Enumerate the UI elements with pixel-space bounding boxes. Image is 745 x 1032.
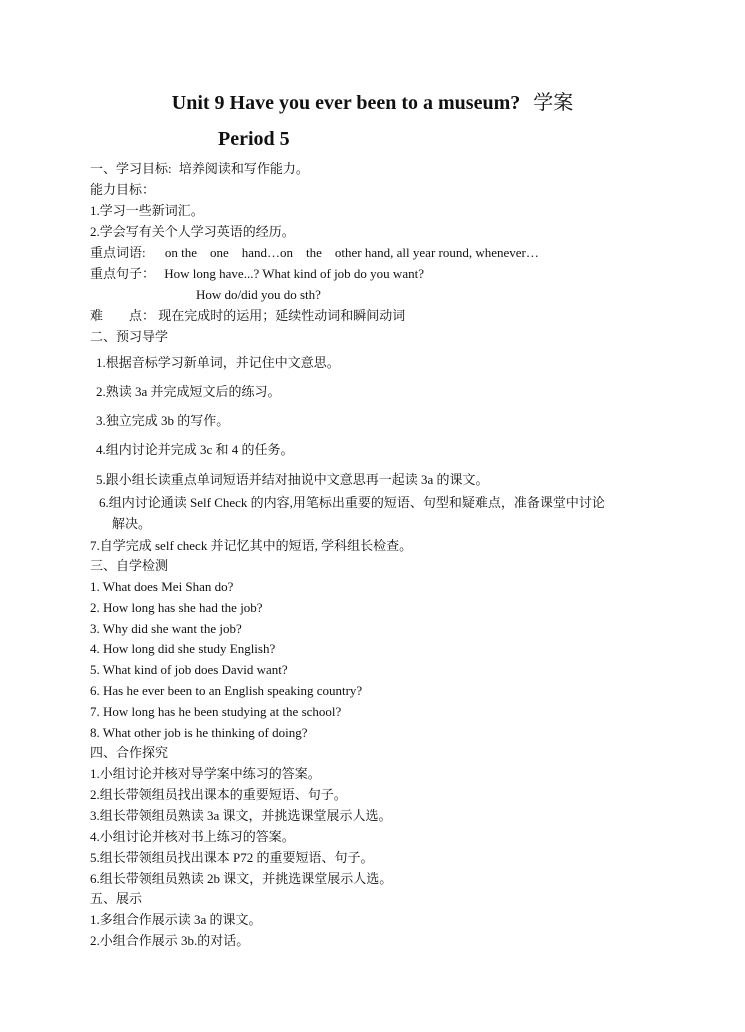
section1-heading-line xyxy=(90,161,309,177)
section3-heading: 三、自学检测 xyxy=(90,558,169,573)
section2-item: 3.独立完成 3b 的写作。 xyxy=(96,413,230,428)
difficulty-label: 难 点： xyxy=(90,308,156,323)
question-item: 3. Why did she want the job? xyxy=(90,621,242,636)
question-item: 1. What does Mei Shan do? xyxy=(90,579,234,594)
section4-item: 4.小组讨论并核对书上练习的答案。 xyxy=(90,829,295,844)
section1-item: 2.学会写有关个人学习英语的经历。 xyxy=(90,224,295,239)
difficulty-line xyxy=(90,308,405,324)
difficulty-text: 现在完成时的运用；延续性动词和瞬间动词 xyxy=(158,308,406,323)
key-sentences-label: 重点句子： xyxy=(90,266,156,281)
question-item: 6. Has he ever been to an English speaking country? xyxy=(90,683,363,698)
section2-item: 2.熟读 3a 并完成短文后的练习。 xyxy=(96,384,281,399)
section2-item: 4.组内讨论并完成 3c 和 4 的任务。 xyxy=(96,442,294,457)
section2-item: 5.跟小组长读重点单词短语并结对抽说中文意思再一起读 3a 的课文。 xyxy=(96,472,489,487)
question-item: 7. How long has he been studying at the school? xyxy=(90,704,342,719)
section4-item: 3.组长带领组员熟读 3a 课文，并挑选课堂展示人选。 xyxy=(90,808,392,823)
section5-heading: 五、展示 xyxy=(90,891,143,906)
title-chinese: 学案 xyxy=(533,92,574,114)
key-sentences-line xyxy=(90,266,424,282)
key-words: on the one hand…on the other hand, all year round, whenever… xyxy=(164,245,539,260)
section4-heading: 四、合作探究 xyxy=(90,745,169,760)
section4-item: 6.组长带领组员熟读 2b 课文，并挑选课堂展示人选。 xyxy=(90,871,393,886)
key-words-label: 重点词语: xyxy=(90,245,146,260)
section5-item: 1.多组合作展示读 3a 的课文。 xyxy=(90,912,262,927)
period-heading: Period 5 xyxy=(218,128,290,150)
key-sentence-1: How long have...? What kind of job do you want? xyxy=(164,266,424,281)
section2-item: 1.根据音标学习新单词，并记住中文意思。 xyxy=(96,355,340,370)
question-item: 2. How long has she had the job? xyxy=(90,600,263,615)
key-words-line xyxy=(90,245,539,261)
question-item: 4. How long did she study English? xyxy=(90,641,276,656)
section2-item: 6.组内讨论通读 Self Check 的内容,用笔标出重要的短语、句型和疑难点，准备课堂中讨论 xyxy=(99,495,605,510)
section5-item: 2.小组合作展示 3b.的对话。 xyxy=(90,933,250,948)
section4-item: 5.组长带领组员找出课本 P72 的重要短语、句子。 xyxy=(90,850,374,865)
title-english: Unit 9 Have you ever been to a museum? xyxy=(171,92,521,114)
section1-item: 1.学习一些新词汇。 xyxy=(90,203,204,218)
key-sentence-2: How do/did you do sth? xyxy=(196,287,321,302)
ability-goal-label: 能力目标： xyxy=(90,182,156,197)
section2-item: 7.自学完成 self check 并记忆其中的短语, 学科组长检查。 xyxy=(90,538,413,553)
section4-item: 1.小组讨论并核对导学案中练习的答案。 xyxy=(90,766,321,781)
question-item: 8. What other job is he thinking of doing? xyxy=(90,725,308,740)
section2-item-continued: 解决。 xyxy=(112,516,152,531)
section2-heading: 二、预习导学 xyxy=(90,329,169,344)
page-title xyxy=(0,86,745,115)
question-item: 5. What kind of job does David want? xyxy=(90,662,288,677)
section4-item: 2.组长带领组员找出课本的重要短语、句子。 xyxy=(90,787,347,802)
section1-heading-text: 培养阅读和写作能力。 xyxy=(178,161,309,176)
section1-heading: 一、学习目标: xyxy=(90,161,172,176)
